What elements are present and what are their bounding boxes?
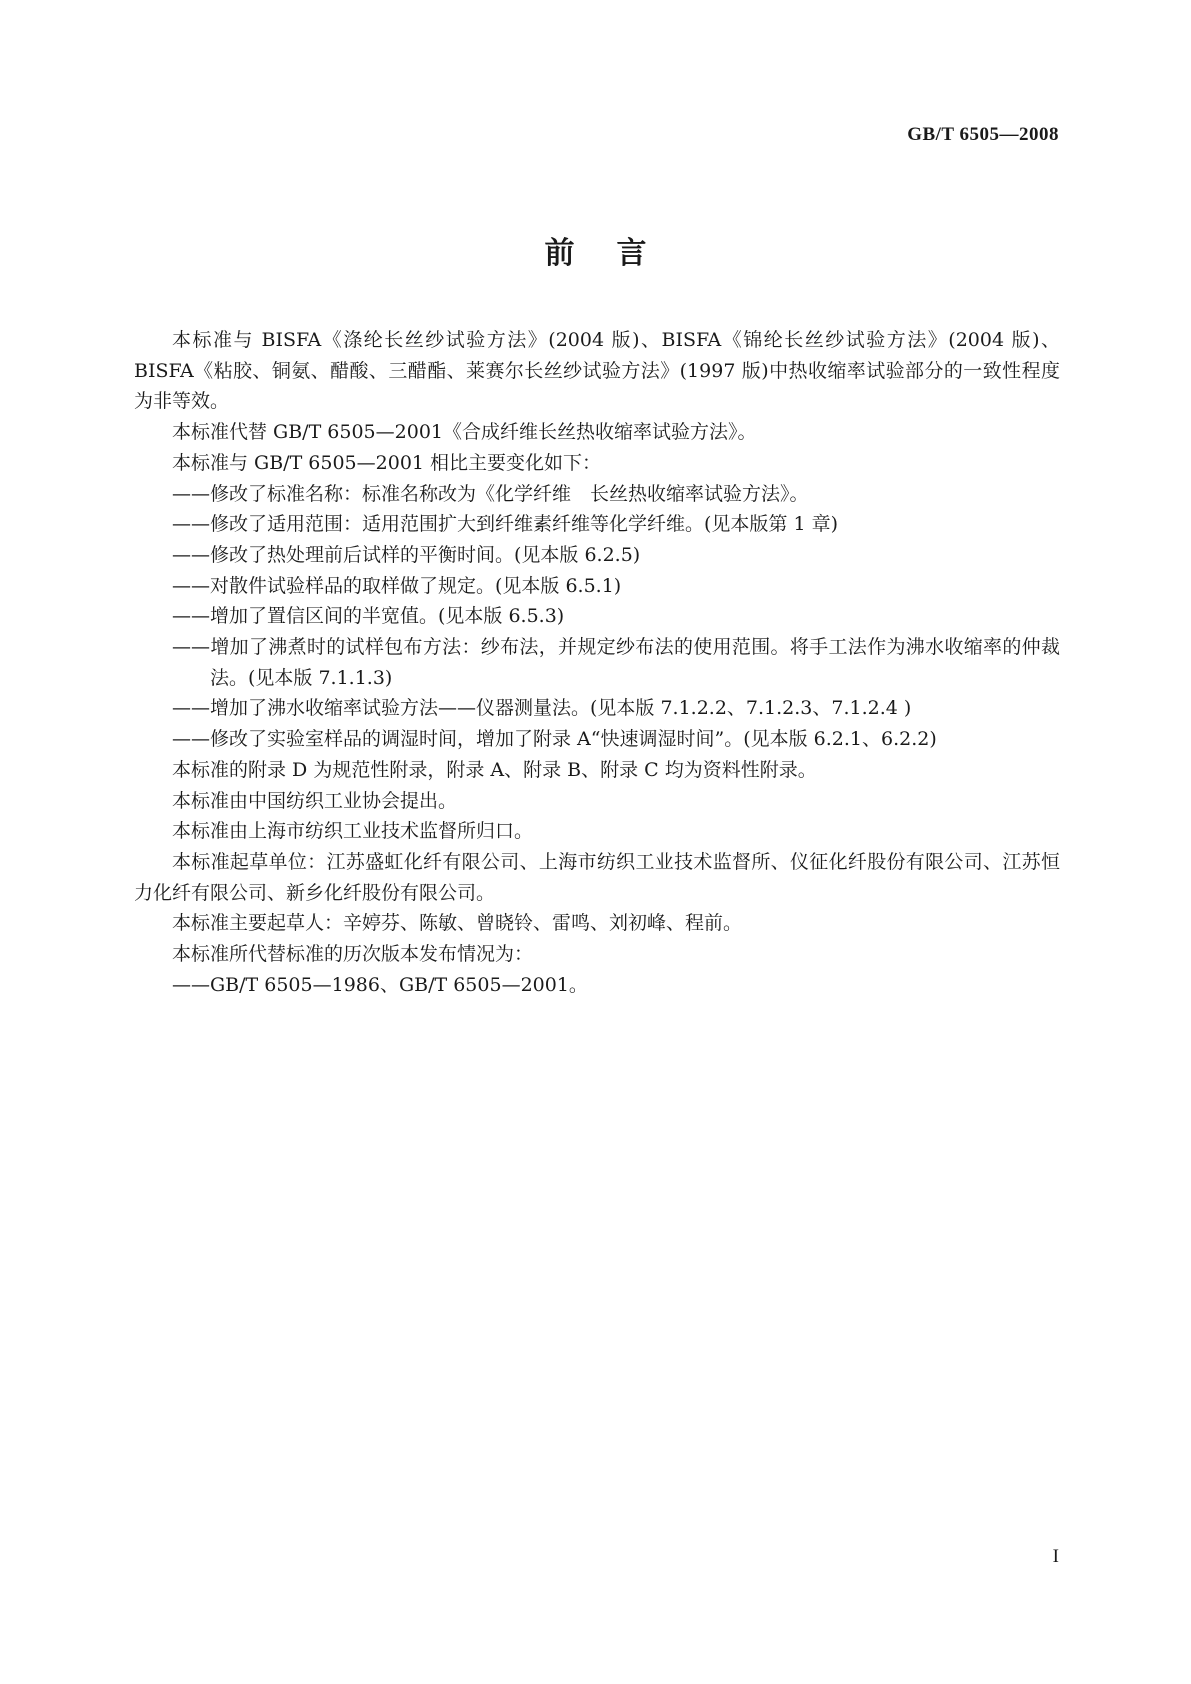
paragraph-appendix: 本标准的附录 D 为规范性附录，附录 A、附录 B、附录 C 均为资料性附录。 [172,758,817,781]
change-item: ——增加了沸水收缩率试验方法——仪器测量法。(见本版 7.1.2.2、7.1.2.3、7.1.2.4 ) [172,697,912,720]
change-item: ——增加了沸煮时的试样包布方法：纱布法，并规定纱布法的使用范围。将手工法作为沸水收缩率的仲裁法。(见本版 7.1.1.3) [172,636,1060,689]
paragraph-replaces: 本标准代替 GB/T 6505—2001《合成纤维长丝热收缩率试验方法》。 [172,421,757,444]
change-item: ——增加了置信区间的半宽值。(见本版 6.5.3) [172,605,565,628]
paragraph-drafting-units: 本标准起草单位：江苏盛虹化纤有限公司、上海市纺织工业技术监督所、仪征化纤股份有限公司、江苏恒力化纤有限公司、新乡化纤股份有限公司。 [134,850,1060,904]
change-item: ——修改了热处理前后试样的平衡时间。(见本版 6.2.5) [172,543,641,566]
page-number: I [1052,1546,1059,1567]
history-item: ——GB/T 6505—1986、GB/T 6505—2001。 [172,973,588,996]
standard-code: GB/T 6505—2008 [907,124,1059,145]
paragraph-changes-intro: 本标准与 GB/T 6505—2001 相比主要变化如下： [172,451,602,474]
paragraph-centralized: 本标准由上海市纺织工业技术监督所归口。 [172,820,534,843]
change-item: ——修改了标准名称：标准名称改为《化学纤维 长丝热收缩率试验方法》。 [172,482,809,505]
paragraph-equivalence: 本标准与 BISFA《涤纶长丝纱试验方法》(2004 版)、BISFA《锦纶长丝纱试验方法》(2004 版)、BISFA《粘胶、铜氨、醋酸、三醋酯、莱赛尔长丝纱试验方法》(1997 版)中热收缩率试验部分的一致性程度为非等效。 [134,329,1060,413]
foreword-body [134,325,1060,1000]
paragraph-history-intro: 本标准所代替标准的历次版本发布情况为： [172,943,534,966]
page-title: 前言 [544,236,689,271]
change-item: ——对散件试验样品的取样做了规定。(见本版 6.5.1) [172,574,622,597]
paragraph-drafters: 本标准主要起草人：辛婷芬、陈敏、曾晓铃、雷鸣、刘初峰、程前。 [172,912,743,935]
paragraph-proposer: 本标准由中国纺织工业协会提出。 [172,789,458,812]
change-item: ——修改了实验室样品的调湿时间，增加了附录 A“快速调湿时间”。(见本版 6.2.1、6.2.2) [172,728,937,751]
change-item: ——修改了适用范围：适用范围扩大到纤维素纤维等化学纤维。(见本版第 1 章) [172,513,838,536]
